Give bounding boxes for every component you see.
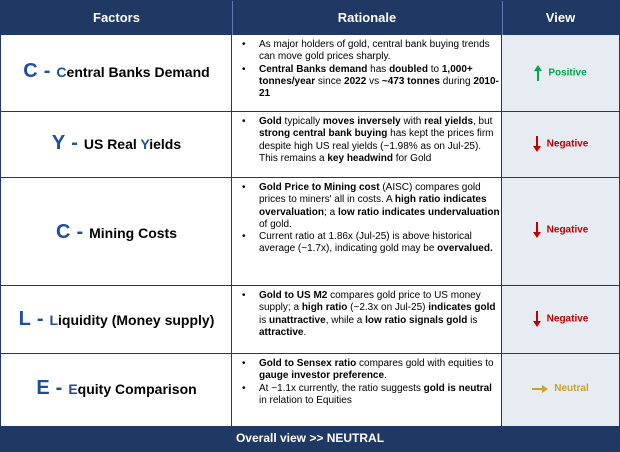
rationale-text: with	[400, 116, 425, 127]
view-cell	[502, 178, 619, 285]
factor-dash: -	[71, 132, 78, 154]
factor-highlight-letter: Y	[140, 136, 150, 152]
rationale-text: vs	[366, 75, 382, 87]
view-cell	[502, 354, 619, 426]
rationale-text: of gold.	[259, 218, 292, 230]
factor-letter: C	[55, 221, 71, 243]
view-assessment	[502, 222, 619, 238]
arrow-down-icon	[533, 136, 541, 152]
rationale-cell	[232, 286, 502, 353]
rationale-bold-text: low ratio signals gold	[365, 314, 468, 326]
view-assessment	[502, 311, 619, 327]
rationale-bold-text: Gold to Sensex ratio	[259, 358, 357, 369]
factor-letter: E	[36, 377, 50, 399]
rationale-text: At ~1.1x currently, the ratio suggests	[259, 382, 424, 394]
rationale-list	[242, 182, 500, 256]
table-row	[1, 35, 619, 112]
rationale-bold-text: ~473 tonnes	[381, 75, 440, 87]
view-label: Negative	[546, 313, 589, 325]
rationale-text: (~2.3x on Jul-25)	[347, 302, 429, 314]
rationale-bold-text: indicates gold	[428, 302, 496, 314]
rationale-bold-text: high ratio	[301, 302, 348, 314]
rationale-text: since	[315, 75, 345, 87]
rationale-text: , while a	[325, 314, 366, 326]
rationale-bold-text: Gold	[259, 116, 282, 127]
rationale-bullet	[242, 116, 500, 165]
rationale-text: during	[439, 75, 474, 87]
rationale-bold-text: 1,000+ tonnes/year	[259, 63, 473, 87]
factor-cell	[1, 354, 232, 426]
rationale-text: .	[303, 326, 307, 338]
rationale-bold-text: Gold Price to Mining cost	[259, 182, 380, 193]
factor-label	[1, 132, 232, 155]
rationale-bullet	[242, 231, 500, 256]
table-row	[1, 112, 619, 178]
rationale-text: Current ratio at 1.86x (Jul-25) is above historical average (~1.7x), indicating gold may be	[259, 231, 472, 255]
header-factors: Factors	[93, 10, 140, 25]
rationale-bold-text: gold is neutral	[423, 382, 492, 394]
rationale-text: As major holders of gold, central bank buying trends can move gold prices sharply.	[259, 39, 490, 63]
view-label: Positive	[548, 67, 587, 79]
rationale-bullet	[242, 182, 500, 231]
rationale-text: is	[259, 314, 269, 326]
overall-view-banner: Overall view >> NEUTRAL	[1, 426, 619, 451]
rationale-list	[242, 116, 500, 165]
table-row	[1, 354, 619, 426]
factor-cell	[1, 286, 232, 353]
rationale-bullet	[242, 358, 500, 383]
table-header	[1, 1, 619, 35]
rationale-bold-text: gauge investor preference	[259, 370, 385, 382]
rationale-text: is	[467, 314, 478, 326]
rationale-bold-text: Central Banks demand	[259, 63, 368, 75]
view-cell	[502, 286, 619, 353]
factor-highlight-letter: L	[49, 312, 59, 328]
factor-dash: -	[36, 308, 44, 330]
factor-cell	[1, 178, 232, 285]
rationale-list	[242, 290, 500, 339]
factor-name: Mining Costs	[89, 225, 177, 241]
view-label: Negative	[546, 138, 589, 150]
rationale-text: has kept the prices firm despite high US real yields (~1.98% as on Jul-25). This remains a	[259, 128, 494, 164]
arrow-right-icon	[532, 385, 548, 393]
rationale-bold-text: Gold to US M2	[259, 290, 328, 301]
factor-name-suffix: ields	[149, 136, 182, 152]
rationale-text: (AISC) compares gold prices to miners' all in costs. A	[259, 182, 481, 206]
factor-dash: -	[76, 221, 84, 243]
factor-highlight-letter: C	[56, 64, 67, 80]
view-assessment	[502, 383, 619, 394]
rationale-cell	[232, 35, 502, 111]
rationale-bullet	[242, 39, 500, 64]
rationale-text: ; a	[324, 206, 338, 218]
arrow-down-icon	[533, 311, 541, 327]
rationale-bold-text: key headwind	[327, 152, 393, 164]
rationale-cell	[232, 112, 502, 177]
rationale-cell	[232, 178, 502, 285]
rationale-text: .	[384, 370, 387, 382]
view-cell	[502, 35, 619, 111]
factor-highlight-letter: E	[68, 381, 78, 397]
factor-letter: Y	[51, 132, 66, 154]
rationale-bold-text: real yields	[424, 116, 473, 127]
factor-dash: -	[43, 60, 51, 82]
factor-letter: C	[23, 60, 38, 82]
factor-cell	[1, 112, 232, 177]
rationale-bold-text: attractive	[259, 326, 304, 338]
rationale-text: compares gold price to US money supply; a	[259, 290, 481, 314]
factor-name: entral Banks Demand	[66, 64, 210, 80]
rationale-bold-text: 2022	[344, 75, 367, 87]
rationale-list	[242, 39, 500, 100]
rationale-bold-text: moves inversely	[322, 116, 401, 127]
rationale-bold-text: overvalued.	[437, 243, 493, 255]
rationale-bullet	[242, 290, 500, 339]
rationale-text: , but	[473, 116, 493, 127]
rationale-text: for Gold	[392, 152, 432, 164]
view-assessment	[502, 136, 619, 152]
rationale-text: to	[427, 63, 442, 75]
view-assessment	[502, 65, 619, 81]
factor-cell	[1, 35, 232, 111]
rationale-text: compares gold with equities to	[356, 358, 494, 369]
header-rationale: Rationale	[337, 10, 397, 25]
view-label: Negative	[546, 224, 589, 236]
rationale-bold-text: high ratio indicates overvaluation	[259, 194, 487, 218]
rationale-cell	[232, 354, 502, 426]
rationale-bold-text: unattractive	[269, 314, 326, 326]
rationale-text: in relation to Equities	[259, 394, 352, 406]
rationale-text: has	[367, 63, 390, 75]
factor-label	[1, 308, 232, 331]
view-label: Neutral	[554, 383, 589, 394]
table-row	[1, 286, 619, 354]
factor-name: iquidity (Money supply)	[58, 312, 215, 328]
factor-dash: -	[55, 377, 63, 399]
factor-letter: L	[18, 308, 31, 330]
table-row	[1, 178, 619, 286]
rationale-bullet	[242, 64, 500, 101]
factor-label	[1, 221, 232, 244]
rationale-bullet	[242, 383, 500, 408]
header-view: View	[545, 10, 576, 25]
arrow-down-icon	[533, 222, 541, 238]
rationale-text: typically	[281, 116, 323, 127]
rationale-list	[242, 358, 500, 407]
factor-label	[1, 377, 232, 400]
rationale-bold-text: 2010-21	[259, 75, 499, 100]
rationale-bold-text: low ratio indicates undervaluation	[337, 206, 500, 218]
rationale-bold-text: strong central bank buying	[259, 128, 388, 140]
factor-name: quity Comparison	[77, 381, 197, 397]
rationale-bold-text: doubled	[389, 63, 428, 75]
factor-label	[1, 60, 232, 83]
view-cell	[502, 112, 619, 177]
factor-name: US Real	[83, 136, 141, 152]
arrow-up-icon	[534, 65, 542, 81]
